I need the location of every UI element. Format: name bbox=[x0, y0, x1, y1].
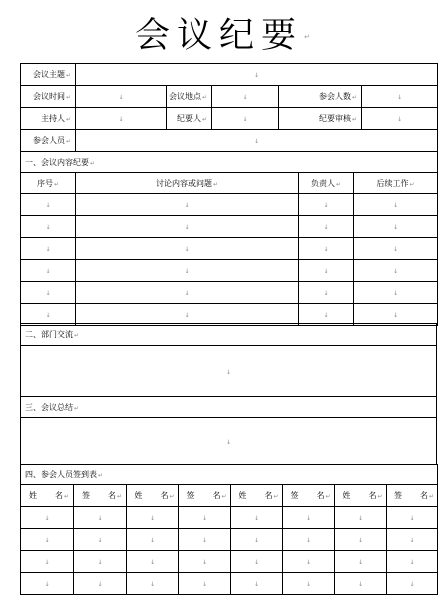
paragraph-mark: ↓ bbox=[45, 246, 51, 253]
reviewer-field[interactable]: ↓ bbox=[362, 108, 438, 130]
dept-section-title: 二、部门交流↵ bbox=[21, 324, 437, 346]
col-no-header: 序号↵ bbox=[21, 173, 76, 194]
name-cell[interactable] bbox=[335, 507, 387, 529]
paragraph-mark: ↓ bbox=[201, 581, 208, 588]
table-row bbox=[21, 260, 438, 282]
row-topic-cell[interactable] bbox=[76, 282, 299, 304]
paragraph-mark: ↓ bbox=[44, 515, 50, 522]
paragraph-mark: ↓ bbox=[323, 268, 329, 275]
paragraph-mark: ↓ bbox=[409, 537, 415, 544]
signature-cell[interactable] bbox=[74, 551, 127, 573]
paragraph-mark: ↓ bbox=[393, 246, 399, 253]
paragraph-mark: ↓ bbox=[201, 515, 208, 522]
paragraph-mark: ↓ bbox=[184, 224, 190, 231]
table-row bbox=[21, 194, 438, 216]
row-topic-cell[interactable] bbox=[76, 194, 299, 216]
place-label: 会议地点↵ bbox=[167, 86, 212, 108]
col-follow-header: 后续工作↵ bbox=[354, 173, 438, 194]
row-owner-cell[interactable] bbox=[299, 238, 354, 260]
row-topic-cell[interactable] bbox=[76, 260, 299, 282]
paragraph-mark: ↓ bbox=[323, 224, 329, 231]
name-column-header: 姓 名↵ bbox=[231, 485, 283, 507]
paragraph-mark: ↵ bbox=[273, 493, 279, 500]
paragraph-mark: ↓ bbox=[409, 581, 415, 588]
name-cell[interactable] bbox=[21, 529, 74, 551]
paragraph-mark: ↓ bbox=[305, 559, 312, 566]
table-row bbox=[21, 573, 438, 595]
paragraph-mark: ↓ bbox=[44, 581, 50, 588]
paragraph-mark: ↓ bbox=[45, 290, 51, 297]
paragraph-mark: ↓ bbox=[184, 246, 190, 253]
time-label: 会议时间↵ bbox=[21, 86, 76, 108]
paragraph-mark: ↵ bbox=[63, 493, 70, 500]
paragraph-mark: ↓ bbox=[201, 559, 208, 566]
paragraph-mark: ↓ bbox=[149, 515, 156, 522]
signin-table bbox=[20, 464, 438, 595]
name-cell[interactable] bbox=[231, 529, 283, 551]
paragraph-mark: ↵ bbox=[169, 493, 175, 500]
paragraph-mark: ↓ bbox=[305, 537, 312, 544]
paragraph-mark: ↓ bbox=[305, 581, 312, 588]
content-section-title: 一、会议内容纪要↵ bbox=[21, 152, 438, 173]
row-owner-cell[interactable] bbox=[299, 216, 354, 238]
paragraph-mark: ↓ bbox=[45, 202, 51, 209]
paragraph-mark: ↓ bbox=[97, 581, 103, 588]
paragraph-mark: ↓ bbox=[149, 559, 156, 566]
name-column-header: 姓 名↵ bbox=[127, 485, 179, 507]
name-cell[interactable] bbox=[127, 507, 179, 529]
topic-field[interactable]: ↓ bbox=[76, 64, 438, 86]
paragraph-mark: ↓ bbox=[393, 202, 399, 209]
paragraph-mark: ↓ bbox=[393, 268, 399, 275]
name-cell[interactable] bbox=[21, 551, 74, 573]
name-cell[interactable] bbox=[335, 573, 387, 595]
signature-column-header: 签 名↵ bbox=[283, 485, 335, 507]
table-row bbox=[21, 282, 438, 304]
attendees-field[interactable]: ↓ bbox=[76, 130, 438, 152]
paragraph-mark: ↓ bbox=[253, 581, 260, 588]
signature-cell[interactable] bbox=[283, 529, 335, 551]
paragraph-mark: ↓ bbox=[393, 290, 399, 297]
signature-cell[interactable] bbox=[74, 573, 127, 595]
paragraph-mark: ↵ bbox=[221, 493, 227, 500]
paragraph-mark: ↓ bbox=[253, 559, 260, 566]
paragraph-mark: ↓ bbox=[149, 537, 156, 544]
time-field[interactable]: ↓ bbox=[76, 86, 167, 108]
row-no-cell[interactable] bbox=[21, 194, 76, 216]
paragraph-mark: ↓ bbox=[323, 246, 329, 253]
row-follow-cell[interactable] bbox=[354, 282, 438, 304]
topic-label: 会议主题↵ bbox=[21, 64, 76, 86]
row-owner-cell[interactable] bbox=[299, 260, 354, 282]
row-topic-cell[interactable] bbox=[76, 238, 299, 260]
signature-cell[interactable] bbox=[387, 573, 438, 595]
place-field[interactable]: ↓ bbox=[212, 86, 279, 108]
row-no-cell[interactable] bbox=[21, 282, 76, 304]
signature-column-header: 签 名↵ bbox=[179, 485, 231, 507]
name-cell[interactable] bbox=[335, 551, 387, 573]
paragraph-mark: ↓ bbox=[357, 581, 364, 588]
paragraph-mark: ↵ bbox=[116, 493, 123, 500]
signature-cell[interactable] bbox=[283, 573, 335, 595]
count-field[interactable]: ↓ bbox=[362, 86, 438, 108]
paragraph-mark: ↓ bbox=[323, 312, 329, 319]
recorder-label: 纪要人↵ bbox=[167, 108, 212, 130]
name-column-header: 姓 名↵ bbox=[21, 485, 74, 507]
row-owner-cell[interactable] bbox=[299, 282, 354, 304]
table-row bbox=[21, 238, 438, 260]
signature-cell[interactable] bbox=[179, 507, 231, 529]
row-no-cell[interactable] bbox=[21, 238, 76, 260]
paragraph-mark: ↓ bbox=[97, 559, 103, 566]
paragraph-mark: ↓ bbox=[44, 537, 50, 544]
paragraph-mark: ↓ bbox=[45, 312, 51, 319]
signature-cell[interactable] bbox=[387, 529, 438, 551]
name-cell[interactable] bbox=[21, 507, 74, 529]
row-no-cell[interactable] bbox=[21, 216, 76, 238]
host-field[interactable]: ↓ bbox=[76, 108, 167, 130]
signature-cell[interactable] bbox=[387, 507, 438, 529]
row-topic-cell[interactable] bbox=[76, 216, 299, 238]
paragraph-mark: ↓ bbox=[393, 224, 399, 231]
col-topic-header: 讨论内容或问题↵ bbox=[76, 173, 299, 194]
paragraph-mark: ↓ bbox=[253, 537, 260, 544]
name-cell[interactable] bbox=[127, 551, 179, 573]
name-cell[interactable] bbox=[127, 529, 179, 551]
paragraph-mark: ↵ bbox=[325, 493, 331, 500]
paragraph-mark: ↓ bbox=[393, 312, 399, 319]
signature-cell[interactable] bbox=[179, 529, 231, 551]
signature-cell[interactable] bbox=[387, 551, 438, 573]
host-label: 主持人↵ bbox=[21, 108, 76, 130]
table-row bbox=[21, 551, 438, 573]
paragraph-mark: ↓ bbox=[45, 268, 51, 275]
signin-rows bbox=[21, 507, 438, 595]
signature-cell[interactable] bbox=[179, 551, 231, 573]
attendees-label: 参会人员↵ bbox=[21, 130, 76, 152]
paragraph-mark: ↓ bbox=[45, 224, 51, 231]
paragraph-mark: ↓ bbox=[357, 515, 364, 522]
paragraph-mark: ↓ bbox=[184, 268, 190, 275]
name-cell[interactable] bbox=[21, 573, 74, 595]
paragraph-mark: ↓ bbox=[409, 515, 415, 522]
paragraph-mark: ↓ bbox=[149, 581, 156, 588]
summary-table bbox=[20, 396, 437, 465]
paragraph-mark: ↓ bbox=[305, 515, 312, 522]
name-cell[interactable] bbox=[231, 573, 283, 595]
paragraph-mark: ↓ bbox=[184, 290, 190, 297]
signin-header-row bbox=[21, 485, 438, 507]
paragraph-mark: ↓ bbox=[357, 559, 364, 566]
paragraph-mark: ↓ bbox=[97, 515, 103, 522]
signature-cell[interactable] bbox=[179, 573, 231, 595]
name-cell[interactable] bbox=[127, 573, 179, 595]
dept-table bbox=[20, 323, 437, 397]
summary-section-title: 三、会议总结↵ bbox=[21, 397, 437, 418]
paragraph-mark: ↓ bbox=[97, 537, 103, 544]
signature-cell[interactable] bbox=[74, 507, 127, 529]
paragraph-mark: ↓ bbox=[323, 290, 329, 297]
table-row bbox=[21, 216, 438, 238]
content-rows bbox=[21, 194, 438, 326]
table-row bbox=[21, 529, 438, 551]
table-row bbox=[21, 507, 438, 529]
summary-field[interactable]: ↓ bbox=[21, 418, 437, 465]
name-column-header: 姓 名↵ bbox=[335, 485, 387, 507]
row-follow-cell[interactable] bbox=[354, 238, 438, 260]
name-cell[interactable] bbox=[231, 551, 283, 573]
signature-column-header: 签 名↵ bbox=[74, 485, 127, 507]
count-label: 参会人数↵ bbox=[279, 86, 362, 108]
name-cell[interactable] bbox=[231, 507, 283, 529]
row-no-cell[interactable] bbox=[21, 260, 76, 282]
signature-cell[interactable] bbox=[283, 507, 335, 529]
paragraph-mark: ↵ bbox=[429, 493, 435, 500]
name-cell[interactable] bbox=[335, 529, 387, 551]
paragraph-mark: ↓ bbox=[184, 312, 190, 319]
col-owner-header: 负责人↵ bbox=[299, 173, 354, 194]
paragraph-mark: ↓ bbox=[201, 537, 208, 544]
reviewer-label: 纪要审核↵ bbox=[279, 108, 362, 130]
signature-column-header: 签 名↵ bbox=[387, 485, 438, 507]
row-owner-cell[interactable] bbox=[299, 194, 354, 216]
paragraph-mark: ↓ bbox=[323, 202, 329, 209]
content-table bbox=[20, 151, 438, 326]
signature-cell[interactable] bbox=[74, 529, 127, 551]
paragraph-mark: ↓ bbox=[409, 559, 415, 566]
row-follow-cell[interactable] bbox=[354, 194, 438, 216]
meeting-info-table bbox=[20, 63, 438, 152]
page-title: 会议纪要↵ bbox=[135, 16, 310, 56]
signin-section-title: 四、参会人员签到表↵ bbox=[21, 465, 438, 485]
paragraph-mark: ↓ bbox=[44, 559, 50, 566]
signature-cell[interactable] bbox=[283, 551, 335, 573]
paragraph-mark: ↓ bbox=[357, 537, 364, 544]
paragraph-mark: ↓ bbox=[253, 515, 260, 522]
paragraph-mark: ↓ bbox=[184, 202, 190, 209]
paragraph-mark: ↵ bbox=[377, 493, 383, 500]
recorder-field[interactable]: ↓ bbox=[212, 108, 279, 130]
dept-field[interactable]: ↓ bbox=[21, 346, 437, 397]
row-follow-cell[interactable] bbox=[354, 260, 438, 282]
row-follow-cell[interactable] bbox=[354, 216, 438, 238]
